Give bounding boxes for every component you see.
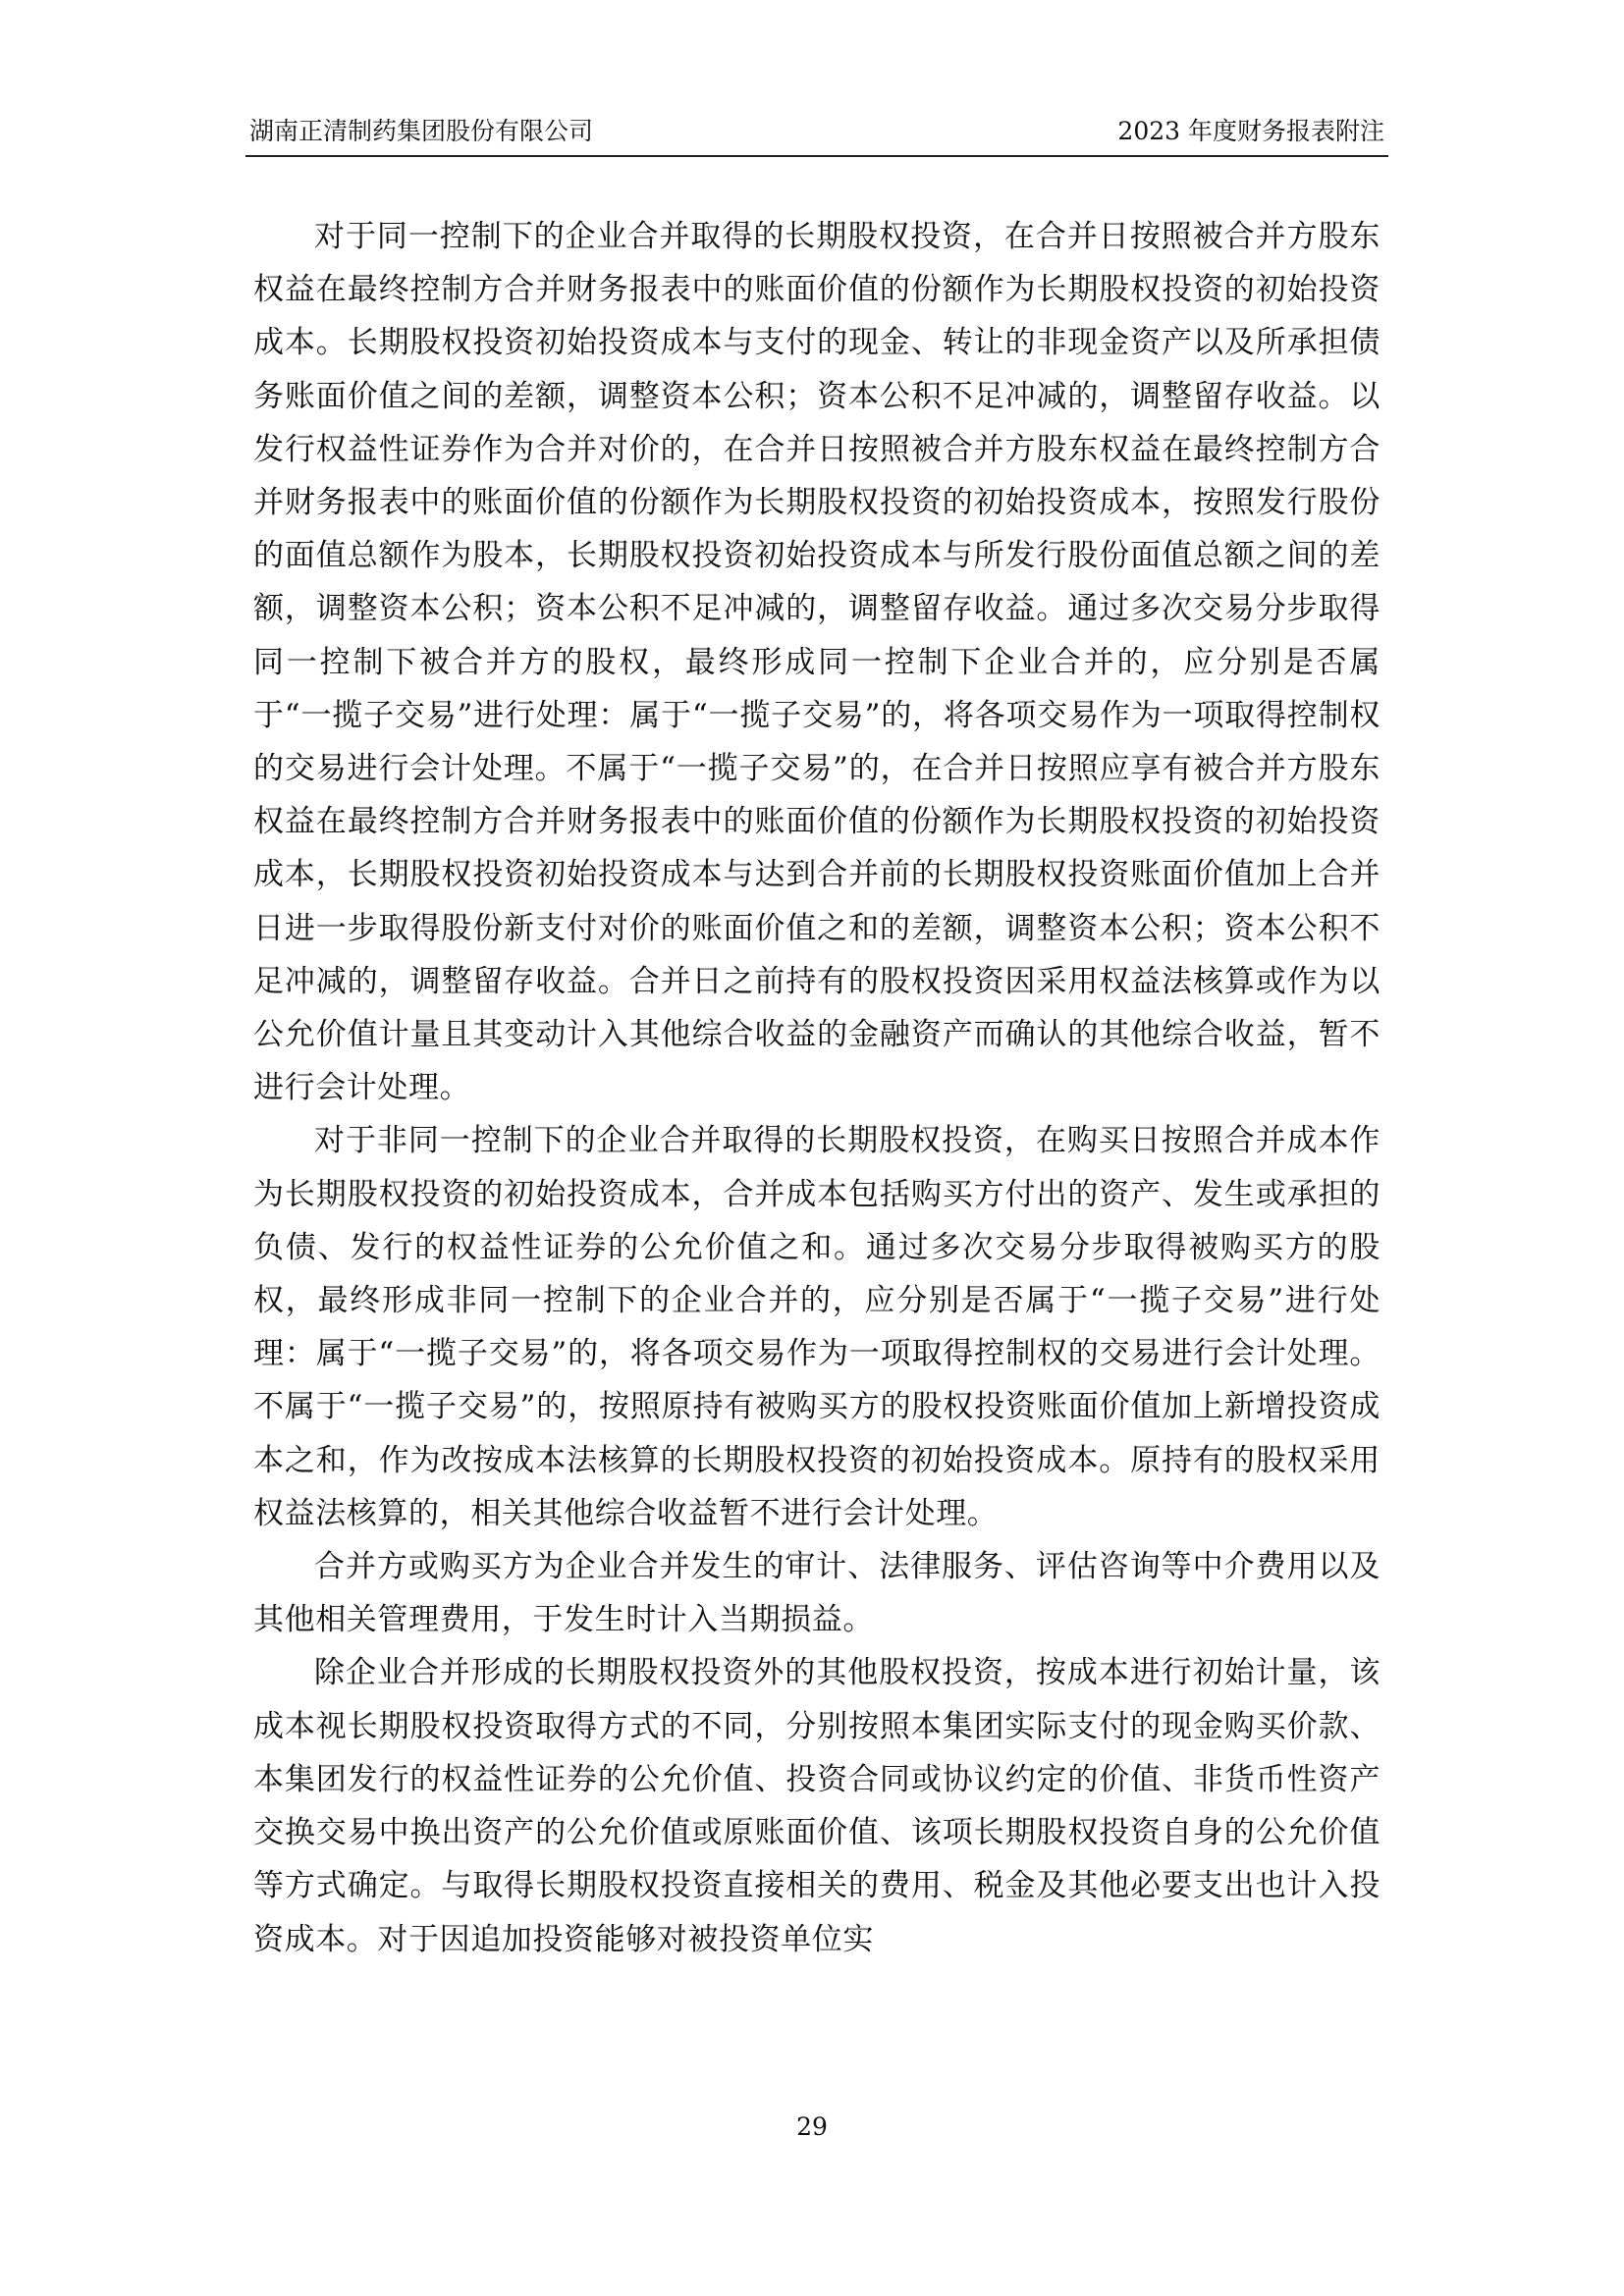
paragraph-common-control: 对于同一控制下的企业合并取得的长期股权投资，在合并日按照被合并方股东权益在最终控制方合并财务报表中的账面价值的份额作为长期股权投资的初始投资成本。长期股权投资初始投资成本与支付的现金、转让的非现金资产以及所承担债务账面价值之间的差额，调整资本公积；资本公积不足冲减的，调整留存收益。以发行权益性证券作为合并对价的，在合并日按照被合并方股东权益在最终控制方合并财务报表中的账面价值的份额作为长期股权投资的初始投资成本，按照发行股份的面值总额作为股本，长期股权投资初始投资成本与所发行股份面值总额之间的差额，调整资本公积；资本公积不足冲减的，调整留存收益。通过多次交易分步取得同一控制下被合并方的股权，最终形成同一控制下企业合并的，应分别是否属于“一揽子交易”进行处理：属于“一揽子交易”的，将各项交易作为一项取得控制权的交易进行会计处理。不属于“一揽子交易”的，在合并日按照应享有被合并方股东权益在最终控制方合并财务报表中的账面价值的份额作为长期股权投资的初始投资成本，长期股权投资初始投资成本与达到合并前的长期股权投资账面价值加上合并日进一步取得股份新支付对价的账面价值之和的差额，调整资本公积；资本公积不足冲减的，调整留存收益。合并日之前持有的股权投资因采用权益法核算或作为以公允价值计量且其变动计入其他综合收益的金融资产而确认的其他综合收益，暂不进行会计处理。 <box>253 219 1380 1106</box>
page-header <box>245 106 1388 157</box>
report-title: 2023 年度财务报表附注 <box>1117 117 1384 145</box>
paragraph-intermediary-fees: 合并方或购买方为企业合并发生的审计、法律服务、评估咨询等中介费用以及其他相关管理费用，于发生时计入当期损益。 <box>253 1549 1380 1638</box>
paragraph-non-common-control: 对于非同一控制下的企业合并取得的长期股权投资，在购买日按照合并成本作为长期股权投资的初始投资成本，合并成本包括购买方付出的资产、发生或承担的负债、发行的权益性证券的公允价值之和。通过多次交易分步取得被购买方的股权，最终形成非同一控制下的企业合并的，应分别是否属于“一揽子交易”进行处理：属于“一揽子交易”的，将各项交易作为一项取得控制权的交易进行会计处理。不属于“一揽子交易”的，按照原持有被购买方的股权投资账面价值加上新增投资成本之和，作为改按成本法核算的长期股权投资的初始投资成本。原持有的股权采用权益法核算的，相关其他综合收益暂不进行会计处理。 <box>253 1123 1380 1531</box>
page-number: 29 <box>796 2112 828 2141</box>
paragraph-other-equity-investments: 除企业合并形成的长期股权投资外的其他股权投资，按成本进行初始计量，该成本视长期股权投资取得方式的不同，分别按照本集团实际支付的现金购买价款、本集团发行的权益性证券的公允价值、投资合同或协议约定的价值、非货币性资产交换交易中换出资产的公允价值或原账面价值、该项长期股权投资自身的公允价值等方式确定。与取得长期股权投资直接相关的费用、税金及其他必要支出也计入投资成本。对于因追加投资能够对被投资单位实 <box>253 1655 1380 1957</box>
company-name: 湖南正清制药集团股份有限公司 <box>249 117 594 145</box>
body-text <box>253 210 1380 1966</box>
